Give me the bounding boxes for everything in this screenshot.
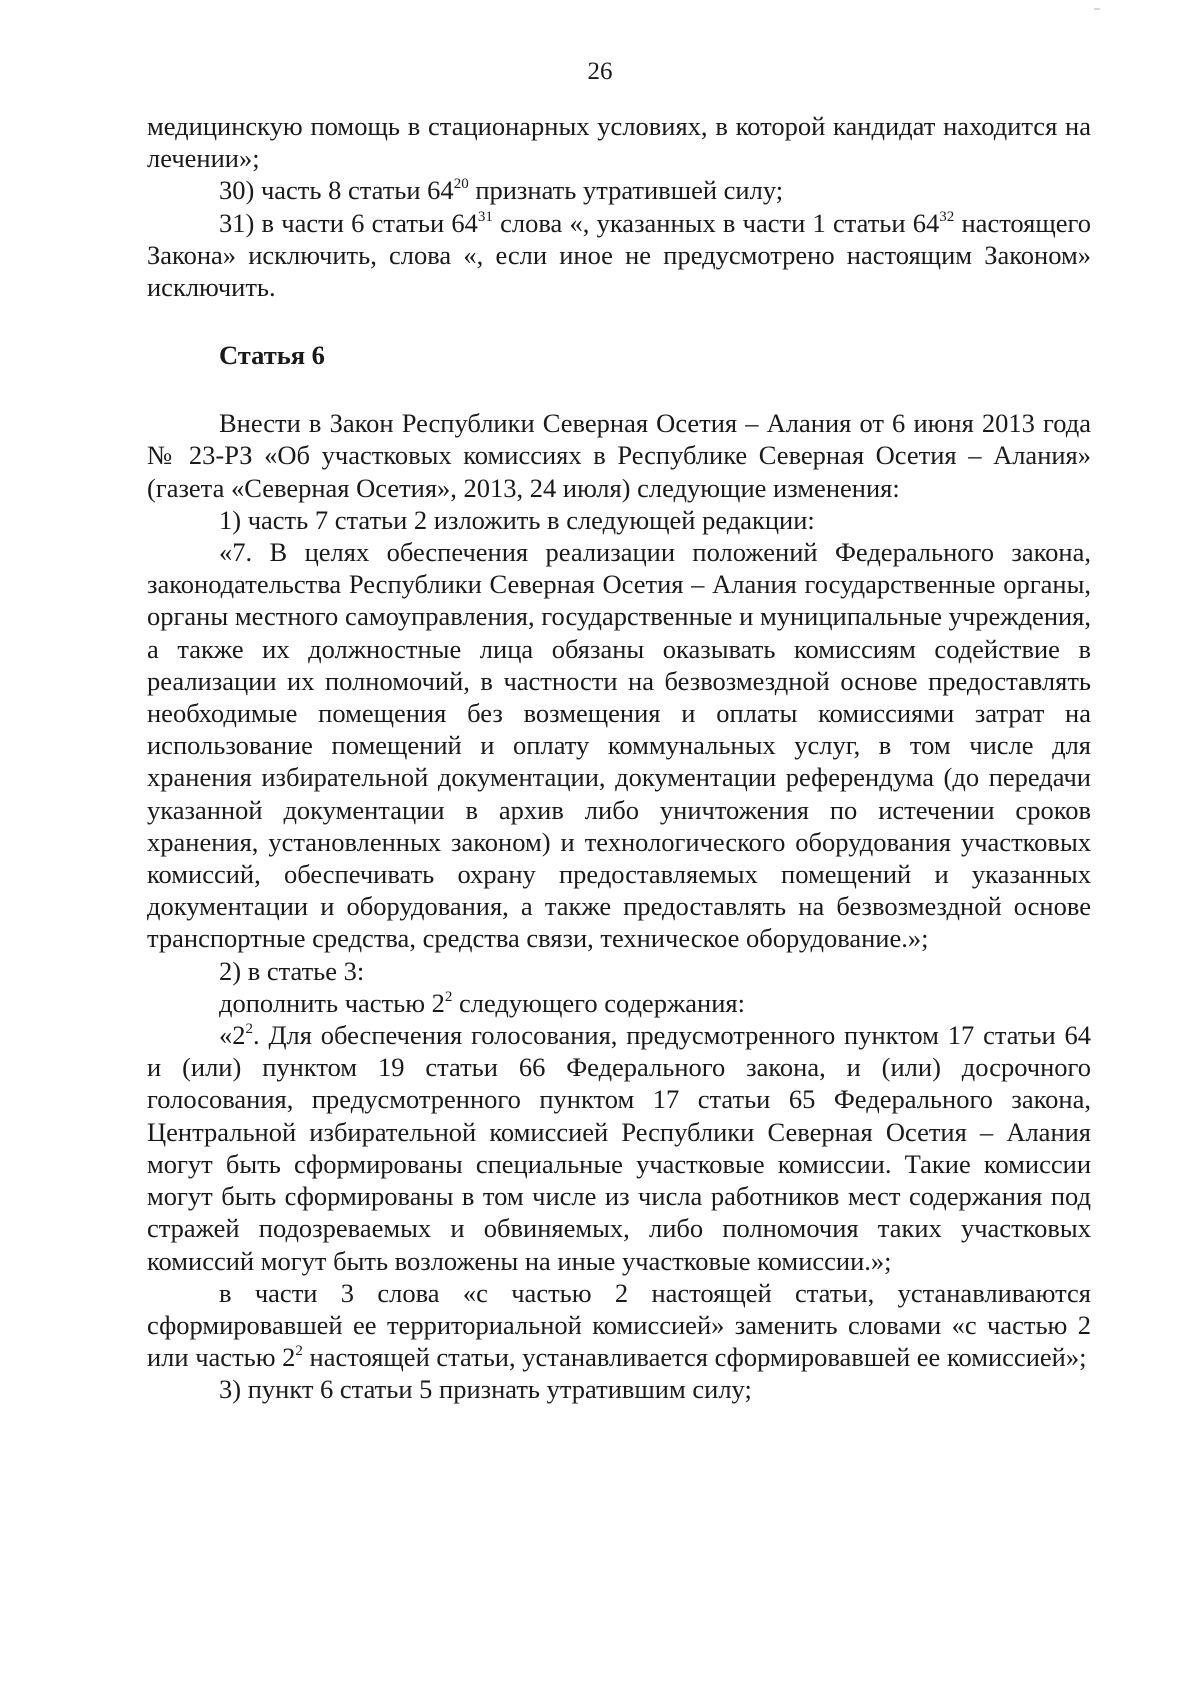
text-segment: . Для обеспечения голосования, предусмотренного пунктом 17 статьи 64 и (или) пунктом 19 статьи 66 Федерального закона, и (или) досрочного голосования, предусмотренного пунктом 17 статьи 65 Федерального закона, Центральной избирательной комиссией Республики Северная Осетия – Алания могут быть сформированы специальные участковые комиссии. Такие комиссии могут быть сформированы в том числе из числа работников мест содержания под стражей подозреваемых и обвиняемых, либо полномочия таких участковых комиссий могут быть возложены на иные участковые комиссии.»; <box>147 1020 1091 1276</box>
text-segment: Внести в Закон Республики Северная Осетия – Алания от 6 июня 2013 года № 23-РЗ «Об участковых комиссиях в Республике Северная Осетия – Алания» (газета «Северная Осетия», 2013, 24 июля) следующие изменения: <box>147 408 1091 503</box>
text-segment: «2 <box>219 1020 246 1051</box>
text-segment: медицинскую помощь в стационарных условиях, в которой кандидат находится на лечении»; <box>147 111 1091 174</box>
superscript: 2 <box>295 1343 303 1360</box>
paragraph <box>147 536 1091 955</box>
article-heading: Статья 6 <box>219 340 325 371</box>
text-segment: дополнить частью 2 <box>219 987 445 1018</box>
paragraph <box>147 110 1091 174</box>
paragraph <box>147 407 1091 504</box>
paragraph <box>147 1373 1091 1405</box>
text-segment: «7. В целях обеспечения реализации положений Федерального закона, законодательства Республики Северная Осетия – Алания государственные органы, органы местного самоуправления, государственные и муниципальные учреждения, а также их должностные лица обязаны оказывать комиссиям содействие в реализации их полномочий, в частности на безвозмездной основе предоставлять необходимые помещения без возмещения и оплаты комиссиями затрат на использование помещений и оплату коммунальных услуг, в том числе для хранения избирательной документации, документации референдума (до передачи указанной документации в архив либо уничтожения по истечении сроков хранения, установленных законом) и технологического оборудования участковых комиссий, обеспечивать охрану предоставляемых помещений и указанных документации и оборудования, а также предоставлять на безвозмездной основе транспортные средства, средства связи, техническое оборудование.»; <box>147 537 1091 954</box>
text-segment: настоящей статьи, устанавливается сформировавшей ее комиссией»; <box>302 1342 1087 1373</box>
paragraph <box>147 504 1091 536</box>
text-segment: 30) часть 8 статьи 64 <box>219 175 454 206</box>
paragraph <box>147 1277 1091 1374</box>
paragraph <box>147 207 1091 304</box>
paragraph <box>147 955 1091 987</box>
text-segment: 31) в части 6 статьи 64 <box>219 207 478 238</box>
text-segment: в части 3 слова «с частью 2 настоящей статьи, устанавливаются сформировавшей ее территориальной комиссией» заменить словами «с частью 2 или частью 2 <box>147 1277 1091 1373</box>
text-segment: следующего содержания: <box>452 987 745 1018</box>
text-segment: 3) пункт 6 статьи 5 признать утратившим силу; <box>219 1374 752 1405</box>
text-segment: настоящего Закона» исключить, слова «, если иное не предусмотрено настоящим Законом» исключить. <box>147 207 1091 303</box>
superscript: 32 <box>939 208 955 225</box>
paragraph <box>147 1019 1091 1277</box>
text-segment: слова «, указанных в части 1 статьи 64 <box>492 207 940 238</box>
paragraph <box>147 987 1091 1019</box>
superscript: 20 <box>453 176 469 193</box>
scan-mark <box>1094 8 1100 10</box>
text-segment: признать утратившей силу; <box>468 175 784 206</box>
text-segment: 2) в статье 3: <box>219 955 365 986</box>
page-number: 26 <box>587 58 613 85</box>
paragraph <box>147 174 1091 206</box>
superscript: 31 <box>477 208 493 225</box>
text-segment: 1) часть 7 статьи 2 изложить в следующей редакции: <box>219 504 815 535</box>
superscript: 2 <box>245 1021 253 1038</box>
document-body <box>147 110 1091 1406</box>
superscript: 2 <box>444 988 453 1005</box>
